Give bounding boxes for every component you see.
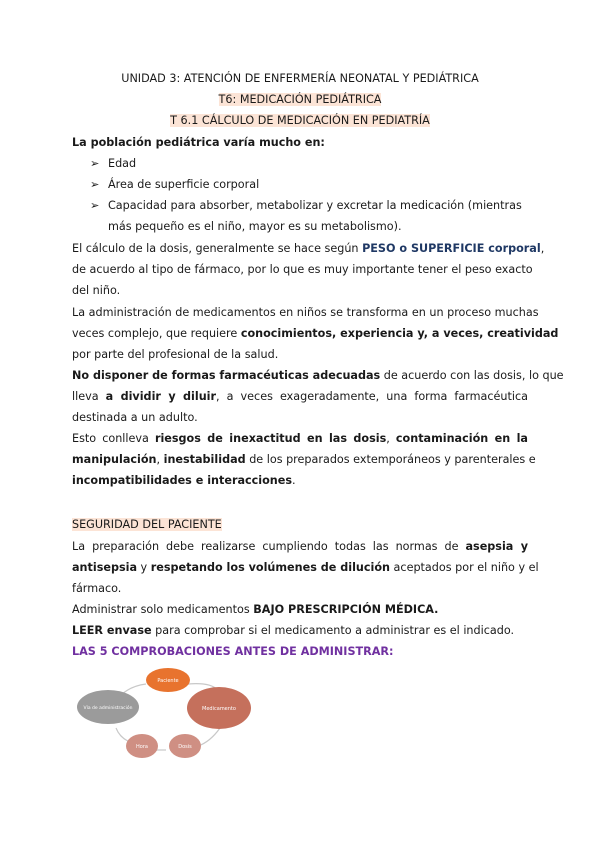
risks-paragraph-line: Esto conlleva riesgos de inexactitud en las dosis, contaminación en la — [72, 432, 528, 445]
subtopic-title-text: T 6.1 CÁLCULO DE MEDICACIÓN EN PEDIATRÍA — [170, 114, 430, 127]
bullet-item — [90, 157, 520, 171]
forms-paragraph-line: destinada a un adulto. — [72, 411, 198, 424]
forms-paragraph-line: lleva a dividir y diluir, a veces exageradamente, una forma farmacéutica — [72, 390, 528, 403]
risks-paragraph-line: incompatibilidades e interacciones. — [72, 474, 296, 487]
read-label-line: LEER envase para comprobar si el medicamento a administrar es el indicado. — [72, 624, 515, 637]
bullet-text: Capacidad para absorber, metabolizar y excretar la medicación (mientras — [108, 199, 522, 212]
intro-lead: La población pediátrica varía mucho en: — [72, 136, 325, 149]
arrow-bullet-icon: ➢ — [90, 178, 100, 191]
checks-title: LAS 5 COMPROBACIONES ANTES DE ADMINISTRAR: — [72, 645, 394, 658]
dose-paragraph-line: de acuerdo al tipo de fármaco, por lo que es muy importante tener el peso exacto — [72, 263, 533, 276]
svg-text:Dosis: Dosis — [178, 744, 192, 750]
subtopic-title — [0, 114, 600, 128]
safety-heading-text: SEGURIDAD DEL PACIENTE — [72, 518, 222, 531]
diagram-node-dosis — [169, 734, 201, 758]
diagram-node-hora — [126, 734, 158, 758]
forms-paragraph-line: No disponer de formas farmacéuticas adecuadas de acuerdo con las dosis, lo que — [72, 369, 564, 382]
bullet-text: Área de superficie corporal — [108, 178, 260, 191]
svg-text:Medicamento: Medicamento — [202, 706, 236, 712]
safety-paragraph-line: La preparación debe realizarse cumpliendo todas las normas de asepsia y — [72, 540, 528, 553]
prescription-line: Administrar solo medicamentos BAJO PRESCRIPCIÓN MÉDICA. — [72, 603, 439, 616]
dose-paragraph-line: del niño. — [72, 284, 121, 297]
bullet-item — [90, 178, 520, 192]
bullet-continuation: más pequeño es el niño, mayor es su metabolismo). — [108, 220, 402, 233]
svg-text:Vía de administración: Vía de administración — [83, 706, 133, 711]
diagram-node-via — [77, 690, 139, 724]
bullet-text: Edad — [108, 157, 137, 170]
admin-paragraph-line: por parte del profesional de la salud. — [72, 348, 279, 361]
unit-title: UNIDAD 3: ATENCIÓN DE ENFERMERÍA NEONATAL Y PEDIÁTRICA — [121, 72, 479, 85]
topic-title-text: T6: MEDICACIÓN PEDIÁTRICA — [218, 93, 382, 106]
safety-paragraph-line: fármaco. — [72, 582, 122, 595]
arrow-bullet-icon: ➢ — [90, 199, 100, 212]
svg-text:Hora: Hora — [136, 744, 148, 750]
risks-paragraph-line: manipulación, inestabilidad de los preparados extemporáneos y parenterales e — [72, 453, 536, 466]
safety-paragraph-line: antisepsia y respetando los volúmenes de dilución aceptados por el niño y el — [72, 561, 539, 574]
admin-paragraph-line: La administración de medicamentos en niños se transforma en un proceso muchas — [72, 306, 539, 319]
topic-title — [0, 93, 600, 107]
admin-paragraph-line: veces complejo, que requiere conocimientos, experiencia y, a veces, creatividad — [72, 327, 559, 340]
dose-paragraph-line: El cálculo de la dosis, generalmente se hace según PESO o SUPERFICIE corporal, — [72, 242, 545, 255]
safety-heading — [72, 518, 528, 532]
arrow-bullet-icon: ➢ — [90, 157, 100, 170]
diagram-node-paciente — [146, 668, 190, 692]
five-checks-diagram — [70, 660, 280, 772]
svg-text:Paciente: Paciente — [157, 678, 179, 684]
diagram-node-medicamento — [187, 687, 251, 729]
bullet-item — [90, 199, 520, 213]
